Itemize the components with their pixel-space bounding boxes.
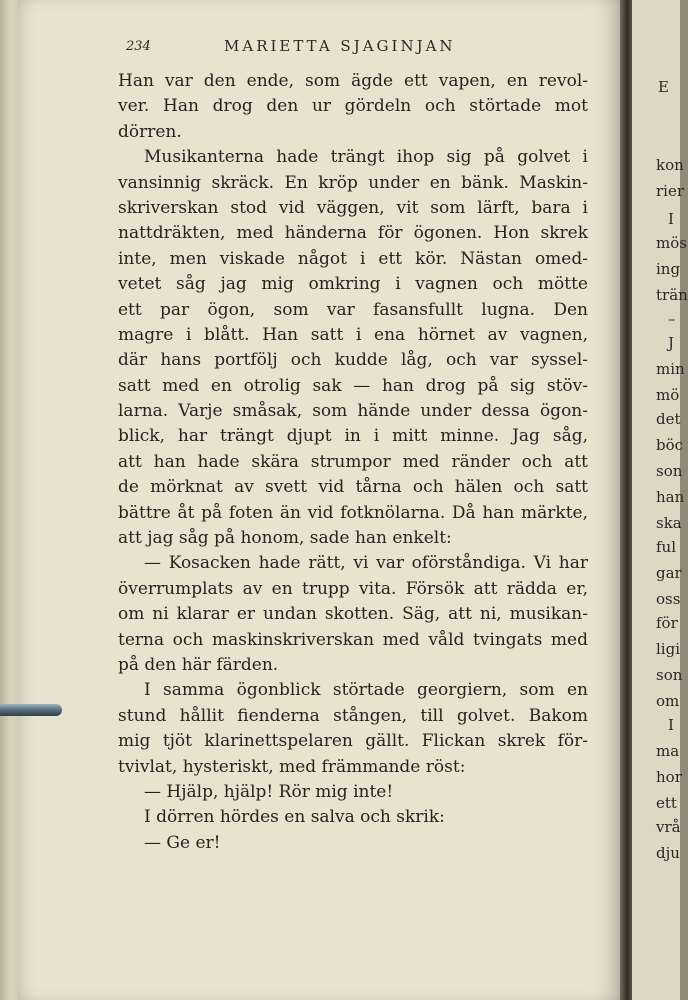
facing-page-fragment: mös <box>656 234 687 252</box>
facing-page-fragment: E <box>658 78 669 96</box>
facing-page-edge <box>632 0 688 1000</box>
page-number: 234 <box>126 39 151 54</box>
facing-page-fragment: rier <box>656 182 685 200</box>
text-line: magre i blått. Han satt i ena hörnet av vagnen, <box>118 324 588 345</box>
text-line: skriverskan stod vid väggen, vit som lärft, bara i <box>118 197 588 218</box>
facing-page-fragment: – <box>668 310 676 328</box>
facing-page-fragment: min <box>656 360 685 378</box>
bookmark-strip <box>0 704 62 716</box>
facing-page-fragment: gar <box>656 564 682 582</box>
facing-page-fragment: ett <box>656 794 677 812</box>
text-line: överrumplats av en trupp vita. Försök att rädda er, <box>118 578 588 599</box>
facing-page-fragment: det <box>656 410 681 428</box>
text-line: — Kosacken hade rätt, vi var oförståndiga. Vi har <box>144 553 588 574</box>
facing-page-fragment: ska <box>656 514 682 532</box>
text-line: — Ge er! <box>144 832 221 853</box>
text-line: larna. Varje småsak, som hände under dessa ögon- <box>118 401 588 422</box>
facing-page-fragment: I <box>668 716 674 734</box>
text-line: I dörren hördes en salva och skrik: <box>144 807 445 828</box>
facing-page-fragment: ligi <box>656 640 680 658</box>
text-line: på den här färden. <box>118 654 279 675</box>
text-line: blick, har trängt djupt in i mitt minne. Jag såg, <box>118 426 588 447</box>
text-line: inte, men viskade något i ett kör. Nästan omed- <box>118 248 588 269</box>
text-line: dörren. <box>118 121 182 142</box>
facing-page-fragment: son <box>656 462 683 480</box>
running-header <box>126 37 586 57</box>
facing-page-fragment: son <box>656 666 683 684</box>
text-line: de mörknat av svett vid tårna och hälen och satt <box>118 477 588 498</box>
text-line: Musikanterna hade trängt ihop sig på golvet i <box>144 147 588 168</box>
running-head-title: MARIETTA SJAGINJAN <box>224 37 456 55</box>
text-line: — Hjälp, hjälp! Rör mig inte! <box>144 781 394 802</box>
page-body-text <box>118 69 588 856</box>
facing-page-fragment: han <box>656 488 685 506</box>
facing-page-fragment: hor <box>656 768 682 786</box>
facing-page-fragment: I <box>668 210 674 228</box>
book-gutter <box>620 0 632 1000</box>
text-line: om ni klarar er undan skotten. Säg, att ni, musikan- <box>118 604 588 625</box>
facing-page-fragment: böc <box>656 436 684 454</box>
facing-page-fragment: för <box>656 614 678 632</box>
facing-page-fragment: om <box>656 692 680 710</box>
text-line: I samma ögonblick störtade georgiern, som en <box>144 680 588 701</box>
text-line: satt med en otrolig sak — han drog på sig stöv- <box>118 375 588 396</box>
facing-page-fragment: ing <box>656 260 681 278</box>
text-line: bättre åt på foten än vid fotknölarna. Då han märkte, <box>118 502 588 523</box>
text-line: stund hållit fienderna stången, till golvet. Bakom <box>118 705 588 726</box>
facing-page-fragment: mö <box>656 386 680 404</box>
text-line: vetet såg jag mig omkring i vagnen och mötte <box>118 274 588 295</box>
text-line: mig tjöt klarinettspelaren gällt. Flickan skrek för- <box>118 731 588 752</box>
text-line: att jag såg på honom, sade han enkelt: <box>118 528 452 549</box>
text-line: där hans portfölj och kudde låg, och var syssel- <box>118 350 588 371</box>
text-line: tvivlat, hysteriskt, med främmande röst: <box>118 756 466 777</box>
text-line: terna och maskinskriverskan med våld tvingats med <box>118 629 588 650</box>
facing-page-fragment: ful <box>656 538 677 556</box>
text-line: att han hade skära strumpor med ränder och att <box>118 451 588 472</box>
text-line: nattdräkten, med händerna för ögonen. Hon skrek <box>118 223 588 244</box>
facing-page-fragment: trän <box>656 286 688 304</box>
facing-page-fragment: vrå <box>656 818 681 836</box>
text-line: ett par ögon, som var fasansfullt lugna. Den <box>118 299 588 320</box>
facing-page-fragment: J <box>668 334 675 352</box>
text-line: vansinnig skräck. En kröp under en bänk. Maskin- <box>118 172 588 193</box>
facing-page-fragment: dju <box>656 844 680 862</box>
facing-page-fragment: ma <box>656 742 680 760</box>
text-line: ver. Han drog den ur gördeln och störtade mot <box>118 96 588 117</box>
facing-page-fragment: oss <box>656 590 681 608</box>
facing-page-fragment: kon <box>656 156 684 174</box>
text-line: Han var den ende, som ägde ett vapen, en revol- <box>118 71 588 91</box>
